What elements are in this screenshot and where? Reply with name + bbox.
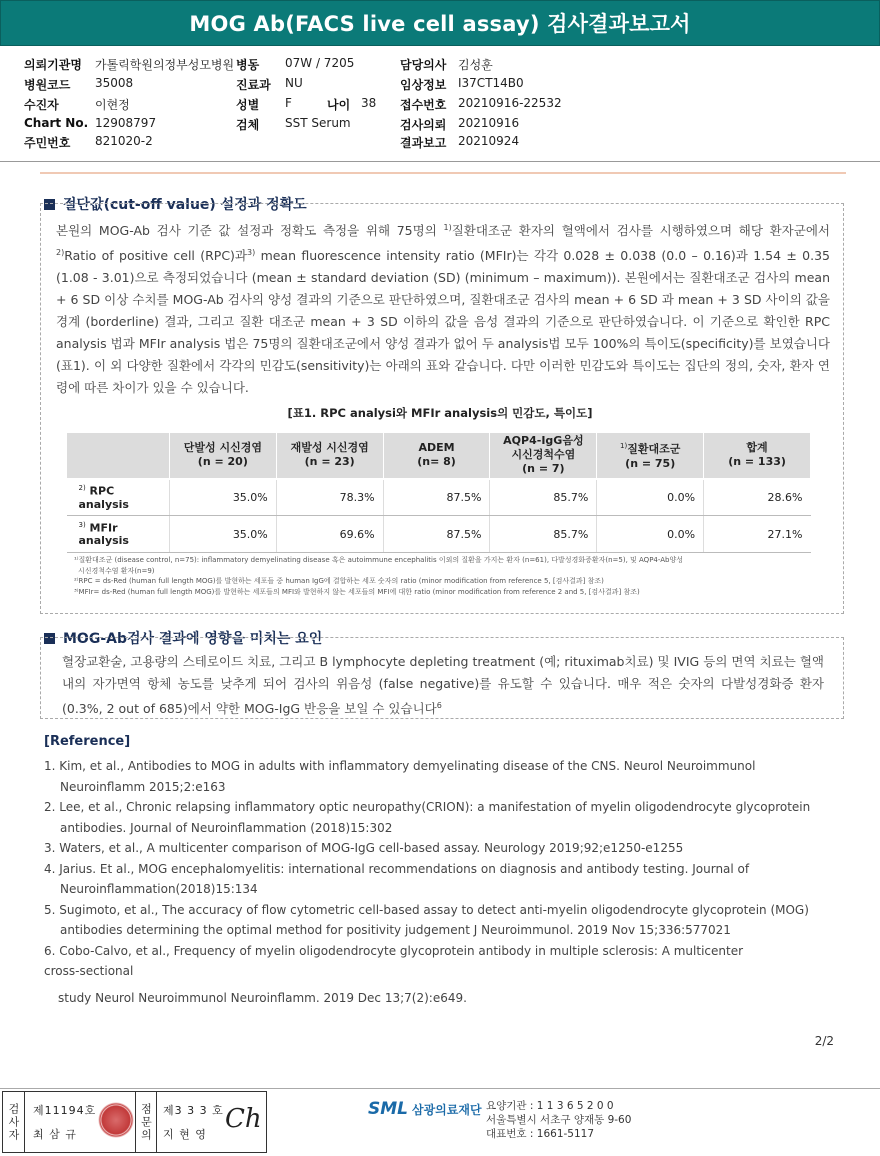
organization-info [486, 1099, 631, 1141]
institution-label: 의뢰기관명 [24, 58, 82, 72]
footer [0, 1088, 880, 1156]
sex-value: F [285, 96, 292, 110]
reviewer-number: 제3 3 3 호 [163, 1104, 224, 1117]
row-header: $^{3)}$ MFIr analysis [67, 516, 170, 553]
chart-value: 12908797 [95, 116, 157, 130]
company-logo [368, 1099, 482, 1119]
institution-value: 가톨릭학원의정부성모병원 [95, 58, 235, 72]
table-row [67, 479, 811, 516]
receipt-label: 접수번호 [400, 98, 447, 112]
dept-label: 진료과 [236, 78, 271, 92]
table-header: 합계 (n = 133) [704, 433, 811, 479]
footnote: 시신경척수염 환자(n=9) [78, 566, 155, 575]
report-date-label: 결과보고 [400, 136, 447, 150]
table-cell: 35.0% [169, 516, 276, 553]
reference-item-continued: cross-sectional [44, 964, 134, 978]
table-cell: 85.7% [490, 479, 597, 516]
patient-info-header [0, 52, 880, 162]
ward-label: 병동 [236, 58, 260, 72]
reviewer-label: 점문의 [135, 1092, 157, 1152]
id-value: 821020-2 [95, 134, 153, 148]
org-code: 요양기관 : 1 1 3 6 5 2 0 0 [486, 1100, 614, 1112]
clinical-label: 임상정보 [400, 78, 447, 92]
tester-number: 제11194호 [33, 1104, 97, 1117]
table-row [67, 516, 811, 553]
table-cell: 87.5% [383, 516, 490, 553]
reference-item: 2. Lee, et al., Chronic relapsing inflammatory optic neuropathy(CRION): a manifestation of myelin oligodendrocyte glycoprotein antibodies. Journal of Neuroinflammation (2018)15:302 [44, 800, 811, 835]
report-date-value: 20210924 [458, 134, 520, 148]
section2-title-text: MOG-Ab검사 결과에 영향을 미치는 요인 [63, 631, 323, 647]
id-label: 주민번호 [24, 136, 71, 150]
footnote: ²⁾RPC = ds-Red (human full length MOG)를 발현하는 세포들 중 human IgG에 결합하는 세포 숫자의 ratio (minor modification from reference 5, [검사결과] 참조) [74, 577, 604, 585]
table-header: ADEM (n= 8) [383, 433, 490, 479]
doctor-value: 김성훈 [458, 58, 493, 72]
reference-item: 6. Cobo-Calvo, et al., Frequency of myelin oligodendrocyte glycoprotein antibody in multiple sclerosis: A multicenter [44, 943, 744, 958]
table-header: 단발성 시신경염 (n = 20) [169, 433, 276, 479]
reference-item-continued: study Neurol Neuroimmunol Neuroinflamm. 2019 Dec 13;7(2):e649. [58, 990, 467, 1005]
table-header: AQP4-IgG음성 시신경척수염 (n = 7) [490, 433, 597, 479]
table-header: 재발성 시신경염 (n = 23) [276, 433, 383, 479]
doctor-label: 담당의사 [400, 58, 447, 72]
signature: Ch [225, 1104, 262, 1134]
org-phone: 대표번호 : 1661-5117 [486, 1128, 595, 1140]
sex-label: 성별 [236, 98, 260, 112]
tester-label: 검사자 [3, 1092, 25, 1152]
footnote: ³⁾MFIr= ds-Red (human full length MOG)를 발현하는 세포들의 MFI와 발현하지 않는 세포들의 MFI에 대한 ratio (minor modification from reference 2 and 5, [검사결과] 참조) [74, 587, 640, 596]
section1-paragraph: 본원의 MOG-Ab 검사 기준 값 설정과 정확도 측정을 위해 75명의 $^{1)}$질환대조군 환자의 혈액에서 검사를 시행하였으며 해당 환자군에서 $^{2)}$Ratio of positive cell (RPC)과$^{3)}$ mean fluorescence intensity ratio (MFIr)는 각각 0.028 ± 0.038 (0.0 – 0.16)과 1.54 ± 0.35 (1.08 - 3.01)으로 측정되었습니다 (mean ± standard deviation (SD) (minimum – maximum)). 본원에서는 질환대조군 검사의 mean + 6 SD 이상 수치를 MOG-Ab 검사의 양성 결과의 기준으로 판단하였으며, 질환대조군 검사의 mean + 6 SD 과 mean + 3 SD 사이의 값을 경계 (borderline) 결과, 그리고 질환 대조군 mean + 3 SD 이하의 값을 음성 결과의 기준으로 판단하였습니다. 이 기준으로 확인한 RPC analysis 법과 MFIr analysis 법은 75명의 질환대조군에서 양성 결과가 없어 두 analysis법 모두 100%의 특이도(specificity)를 보였습니다 (표1). 이 외 다양한 질환에서 각각의 민감도(sensitivity)는 아래의 표와 같습니다. 다만 이러한 민감도와 특이도는 집단의 정의, 숫자, 환자 연령에 따른 차이가 있을 수 있습니다. [56, 223, 830, 396]
section2-paragraph: 혈장교환술, 고용량의 스테로이드 치료, 그리고 B lymphocyte depleting treatment (예; rituximab치료) 및 IVIG 등의 면역 치료는 혈액 내의 자가면역 항체 농도를 낮추게 되어 검사의 위음성 (false negative)를 유도할 수 있습니다. 매우 적은 숫자의 다발성경화증 환자 (0.3%, 2 out of 685)에서 약한 MOG-IgG 반응을 보일 수 있습니다$^6$ [62, 654, 824, 717]
table-cell: 0.0% [597, 479, 704, 516]
sml-logo: SML [368, 1099, 408, 1119]
table-cell: 78.3% [276, 479, 383, 516]
reference-list [44, 756, 834, 1008]
reference-item: 3. Waters, et al., A multicenter comparison of MOG-IgG cell-based assay. Neurology 2019;92;e1250-e1255 [44, 841, 684, 855]
report-title: MOG Ab(FACS live cell assay) 검사결과보고서 [0, 0, 880, 46]
section1-title-text: 절단값(cut-off value) 설정과 정확도 [63, 197, 307, 213]
ward-value: 07W / 7205 [285, 56, 355, 70]
patient-value: 이현정 [95, 98, 130, 112]
hospital-code-label: 병원코드 [24, 78, 71, 92]
specimen-value: SST Serum [285, 116, 351, 130]
receipt-value: 20210916-22532 [458, 96, 562, 110]
reference-item: 1. Kim, et al., Antibodies to MOG in adults with inflammatory demyelinating disease of the CNS. Neurol Neuroimmunol Neuroinflamm 2015;2:e163 [44, 759, 756, 794]
table-cell: 69.6% [276, 516, 383, 553]
request-label: 검사의뢰 [400, 118, 447, 132]
reference-item: 5. Sugimoto, et al., The accuracy of flow cytometric cell-based assay to detect anti-myelin oligodendrocyte glycoprotein (MOG) antibodies determining the optimal method for positivity judgement J Neuroimmunol. 2019 Nov 15;336:577021 [44, 902, 809, 937]
reference-title: [Reference] [44, 734, 131, 749]
specimen-label: 검체 [236, 118, 260, 132]
divider [40, 172, 846, 174]
table-cell: 28.6% [704, 479, 811, 516]
table-cell: 85.7% [490, 516, 597, 553]
table-corner [67, 433, 170, 479]
chart-label: Chart No. [24, 116, 89, 130]
table-cell: 87.5% [383, 479, 490, 516]
seal-icon [98, 1102, 134, 1138]
age-value: 38 [361, 96, 377, 110]
clinical-value: I37CT14B0 [458, 76, 524, 90]
footnote: ¹⁾질환대조군 (disease control, n=75): inflammatory demyelinating disease 혹은 autoimmune encephalitis 이외의 질환을 가지는 환자 (n=61), 다발성경화증환자(n=5), 및 AQP4-Ab양성 [74, 556, 683, 564]
signature-stamp [2, 1091, 267, 1153]
hospital-code-value: 35008 [95, 76, 134, 90]
table-cell: 0.0% [597, 516, 704, 553]
age-label: 나이 [327, 98, 351, 112]
dept-value: NU [285, 76, 303, 90]
reviewer-name: 지 현 영 [163, 1128, 207, 1141]
sensitivity-table [66, 432, 811, 553]
org-address: 서울특별시 서초구 양재동 9-60 [486, 1114, 632, 1126]
company-name: 삼광의료재단 [412, 1102, 482, 1117]
patient-label: 수진자 [24, 98, 59, 112]
table-cell: 35.0% [169, 479, 276, 516]
table-cell: 27.1% [704, 516, 811, 553]
table-header: $^{1)}$질환대조군 (n = 75) [597, 433, 704, 479]
request-value: 20210916 [458, 116, 520, 130]
tester-name: 최 삼 규 [33, 1128, 77, 1141]
page-number: 2/2 [814, 1034, 834, 1048]
row-header: $^{2)}$ RPC analysis [67, 479, 170, 516]
table-title: [표1. RPC analysi와 MFIr analysis의 민감도, 특이도] [287, 406, 593, 420]
reference-item: 4. Jarius. Et al., MOG encephalomyelitis: international recommendations on diagnosis and antibody testing. Journal of Neuroinflammation(2018)15:134 [44, 861, 750, 896]
footnotes [74, 555, 819, 597]
